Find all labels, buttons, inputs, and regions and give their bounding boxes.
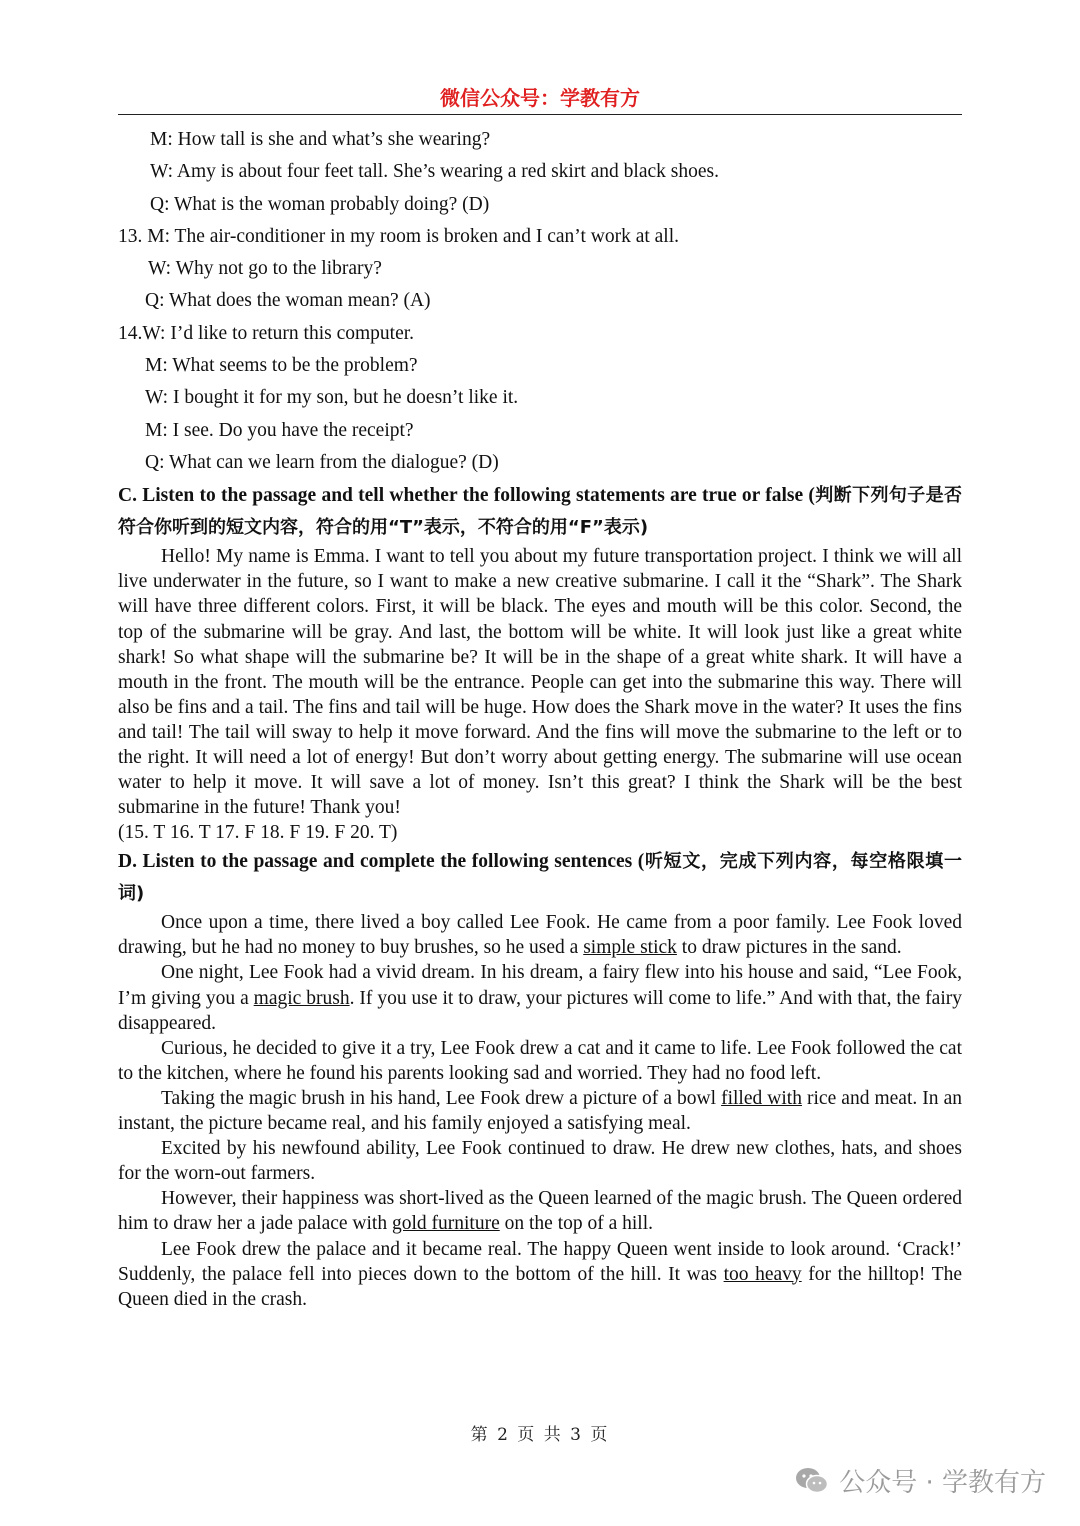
story-paragraph: Excited by his newfound ability, Lee Fook continued to draw. He drew new clothes, hats, and shoes for the worn-out farmers. xyxy=(118,1138,962,1185)
answer-underline: magic brush xyxy=(253,987,350,1009)
story-text: rice and meat. In an instant, the picture became real, and his family enjoyed a satisfying meal. xyxy=(118,1087,963,1135)
story-paragraph: Curious, he decided to give it a try, Lee Fook drew a cat and it came to life. Lee Fook followed the cat to the kitchen, where he found his parents looking sad and worried. They had no food left. xyxy=(118,1037,962,1084)
story-text: . If you use it to draw, your pictures will come to life.” And with that, the fairy disappeared. xyxy=(118,987,962,1034)
dialogue-line: W: I bought it for my son, but he doesn’t like it. xyxy=(145,387,519,409)
dialogue-line: M: What seems to be the problem? xyxy=(145,355,418,377)
answer-underline: simple stick xyxy=(583,937,677,959)
answer-underline: too heavy xyxy=(723,1263,802,1285)
story-text: Once upon a time, there lived a boy called Lee Fook. He came from a poor family. Lee Fook loved drawing, but he had no money to buy brushes, so he used a xyxy=(118,912,962,959)
story-paragraph xyxy=(118,1086,962,1136)
section-c-heading-cn: 判断下列句子是否符合你听到的短文内容，符合的用“T”表示，不符合的用“F”表示) xyxy=(118,485,963,539)
section-d-heading xyxy=(118,846,962,910)
dialogue-line: Q: What can we learn from the dialogue? (D) xyxy=(145,451,499,473)
dialogue-line: Q: What does the woman mean? (A) xyxy=(145,290,431,312)
dialogue-line: 14.W: I’d like to return this computer. xyxy=(118,322,415,344)
story-text: One night, Lee Fook had a vivid dream. In his dream, a fairy flew into his house and said, “Lee Fook, I’m giving you a xyxy=(118,962,962,1009)
dialogue-line: W: Amy is about four feet tall. She’s wearing a red skirt and black shoes. xyxy=(150,161,719,183)
story-text: However, their happiness was short-lived as the Queen learned of the magic brush. The Queen ordered him to draw her a jade palace with xyxy=(118,1188,962,1235)
page-header-title: 微信公众号：学教有方 xyxy=(440,86,640,110)
section-c-passage: Hello! My name is Emma. I want to tell you about my future transportation project. I think we will all live underwater in the future, so I want to make a new creative submarine. I call it the “Shark”. The Shark will have three different colors. First, it will be black. The eyes and mouth will be this color. Second, the top of the submarine will be gray. And last, the bottom will be white. It will look just like a great white shark! So what shape will the submarine be? It will be in the shape of a great white shark. It will have a mouth in the front. The mouth will be the entrance. People can get into the submarine this way. There will also be fins and a tail. The fins and tail will be huge. How does the Shark move in the water? It uses the fins and tail! The tail will sway to help it move forward. And the fins will move the submarine to the left or to the right. It will need a lot of energy! But don’t worry about getting energy. The submarine will use ocean water to help it move. It will save a lot of money. Isn’t this great? I think the Shark will be the best submarine in the future! Thank you! xyxy=(118,546,962,819)
dialogue-line: 13. M: The air-conditioner in my room is broken and I can’t work at all. xyxy=(118,225,680,247)
answer-underline: filled with xyxy=(721,1087,802,1109)
watermark-text: 公众号 · 学教有方 xyxy=(839,1468,1046,1498)
header-divider xyxy=(118,114,962,115)
story-text: Taking the magic brush in his hand, Lee Fook drew a picture of a bowl xyxy=(161,1087,722,1109)
dialogue-line: W: Why not go to the library? xyxy=(148,258,382,280)
story-paragraph xyxy=(118,1237,962,1312)
dialogue-line: M: How tall is she and what’s she wearing? xyxy=(150,129,491,150)
section-c-heading-en: C. Listen to the passage and tell whether the following statements are true or false ( xyxy=(118,485,815,507)
section-c-answers: (15. T 16. T 17. F 18. F 19. F 20. T) xyxy=(118,822,398,844)
page-content xyxy=(118,124,962,1312)
wechat-icon xyxy=(795,1466,829,1496)
story-text: on the top of a hill. xyxy=(499,1213,654,1235)
dialogue-line: Q: What is the woman probably doing? (D) xyxy=(150,193,490,215)
story-paragraph xyxy=(118,1186,962,1236)
story-text: to draw pictures in the sand. xyxy=(676,937,902,959)
story-paragraph xyxy=(118,960,962,1035)
dialogue-line: M: I see. Do you have the receipt? xyxy=(145,419,414,441)
story-text: Lee Fook drew the palace and it became real. The happy Queen went inside to look around. ‘Crack!’ Suddenly, the palace fell into pieces down to the bottom of the hill. It was xyxy=(118,1238,962,1285)
page-number: 第 2 页 共 3 页 xyxy=(470,1425,610,1445)
story-text: for the hilltop! The Queen died in the crash. xyxy=(118,1263,962,1310)
section-d-heading-cn: 听短文，完成下列内容，每空格限填一词) xyxy=(118,851,962,905)
section-c-heading xyxy=(118,480,962,544)
story-paragraph xyxy=(118,910,962,960)
answer-underline: gold furniture xyxy=(391,1213,500,1235)
section-d-heading-en: D. Listen to the passage and complete the following sentences ( xyxy=(118,851,645,873)
watermark xyxy=(795,1462,1046,1499)
